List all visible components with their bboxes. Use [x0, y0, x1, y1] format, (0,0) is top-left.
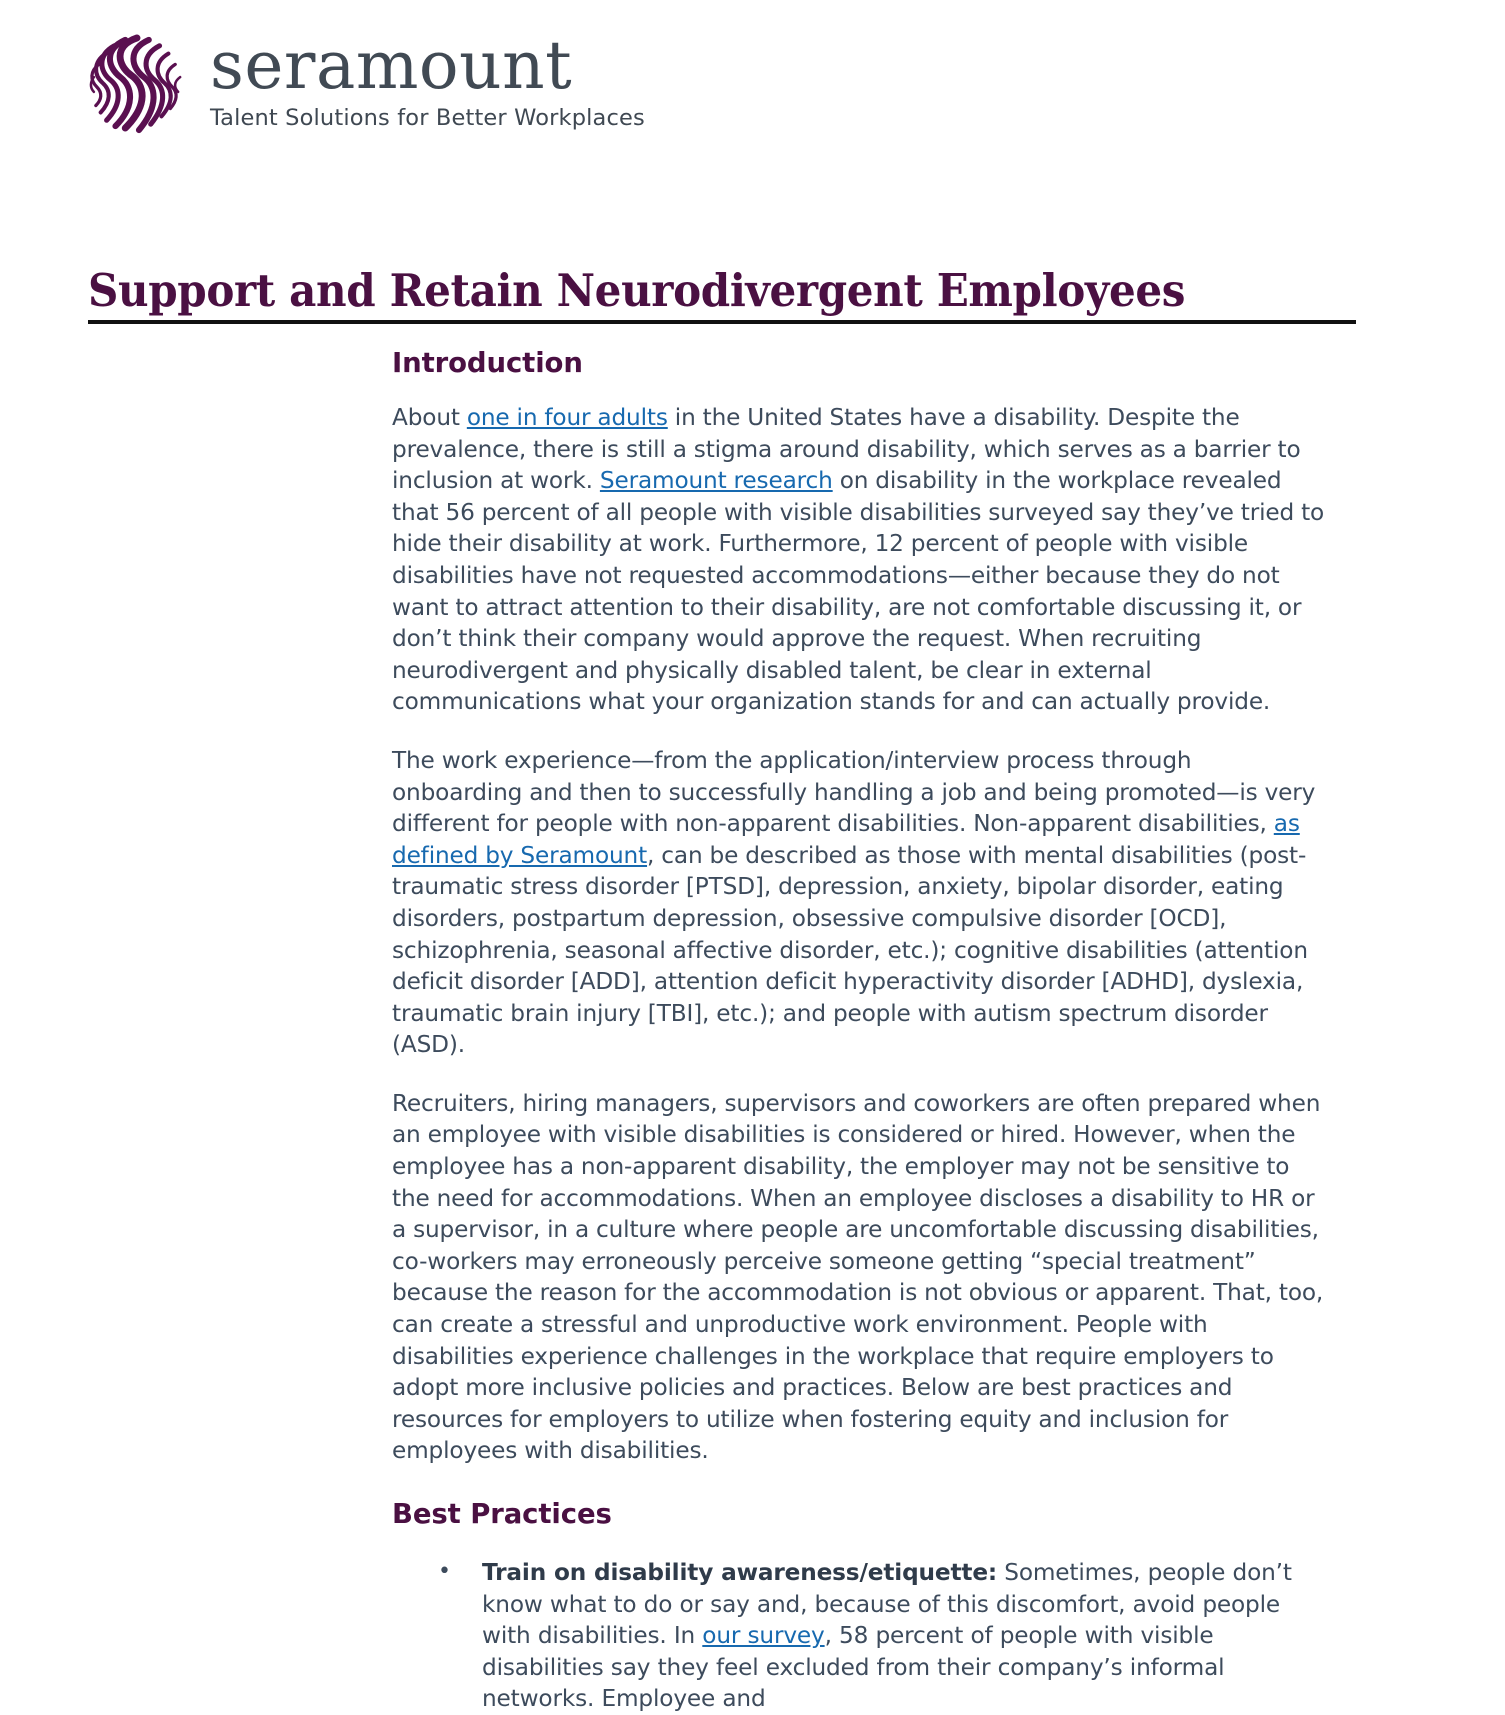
list-item: [482, 1557, 1327, 1715]
link-as-defined-by-seramount[interactable]: as defined by Seramount: [392, 810, 1300, 869]
intro-paragraph-1: [392, 402, 1327, 718]
link-our-survey[interactable]: our survey: [702, 1622, 825, 1650]
list-item-text-2: , 58 percent of people with visible disabilities say they feel excluded from their company’s informal networks. Employee and: [482, 1622, 1225, 1713]
intro-p1-text-3: on disability in the workplace revealed that 56 percent of all people with visible disabilities surveyed say they’ve tried to hide their disability at work. Furthermore, 12 percent of people with visible disabilities have not requested accommodations—either because they do not want to attract attention to their disability, are not comfortable discussing it, or don’t think their company would approve the request. When recruiting neurodivergent and physically disabled talent, be clear in external communications what your organization stands for and can actually provide.: [392, 467, 1325, 716]
document-body: [392, 346, 1327, 1715]
brand-tagline: Talent Solutions for Better Workplaces: [210, 105, 645, 131]
brand-text-block: [210, 27, 645, 132]
intro-p2-text-1: The work experience—from the application/interview process through onboarding and then to successfully handling a job and being promoted—is very different for people with non-apparent disabilities. Non-apparent disabilities,: [392, 746, 1316, 838]
list-item-lead: Train on disability awareness/etiquette:: [482, 1559, 998, 1586]
intro-paragraph-3: Recruiters, hiring managers, supervisors and coworkers are often prepared when an employee with visible disabilities is considered or hired. However, when the employee has a non-apparent disability, the employer may not be sensitive to the need for accommodations. When an employee discloses a disability to HR or a supervisor, in a culture where people are uncomfortable discussing disabilities, co-workers may erroneously perceive someone getting “special treatment” because the reason for the accommodation is not obvious or apparent. That, too, can create a stressful and unproductive work environment. People with disabilities experience challenges in the workplace that require employers to adopt more inclusive policies and practices. Below are best practices and resources for employers to utilize when fostering equity and inclusion for employees with disabilities.: [392, 1089, 1324, 1465]
list-item-text-1: Sometimes, people don’t know what to do or say and, because of this discomfort, avoid people with disabilities. In: [482, 1559, 1292, 1650]
seramount-wave-circle-logo-icon: [88, 32, 186, 136]
link-one-in-four-adults[interactable]: one in four adults: [466, 404, 668, 431]
intro-paragraph-2: [392, 745, 1327, 1061]
intro-p1-text-1: About: [392, 404, 467, 431]
brand-wordmark: seramount: [210, 27, 573, 104]
page-title: Support and Retain Neurodivergent Employees: [88, 264, 1186, 318]
heading-best-practices: Best Practices: [392, 1498, 612, 1530]
brand-header: [88, 28, 645, 136]
title-divider: [88, 320, 1356, 324]
intro-p1-text-2: in the United States have a disability. Despite the prevalence, there is still a stigma around disability, which serves as a barrier to inclusion at work.: [392, 404, 1301, 495]
heading-introduction: Introduction: [392, 347, 583, 379]
link-seramount-research[interactable]: Seramount research: [599, 467, 833, 495]
intro-p2-text-2: , can be described as those with mental disabilities (post-traumatic stress disorder [PTSD], depression, anxiety, bipolar disorder, eating disorders, postpartum depression, obsessive compulsive disorder [OCD], schizophrenia, seasonal affective disorder, etc.); cognitive disabilities (attention deficit disorder [ADD], attention deficit hyperactivity disorder [ADHD], dyslexia, traumatic brain injury [TBI], etc.); and people with autism spectrum disorder (ASD).: [392, 841, 1308, 1059]
best-practices-list: [392, 1557, 1327, 1715]
